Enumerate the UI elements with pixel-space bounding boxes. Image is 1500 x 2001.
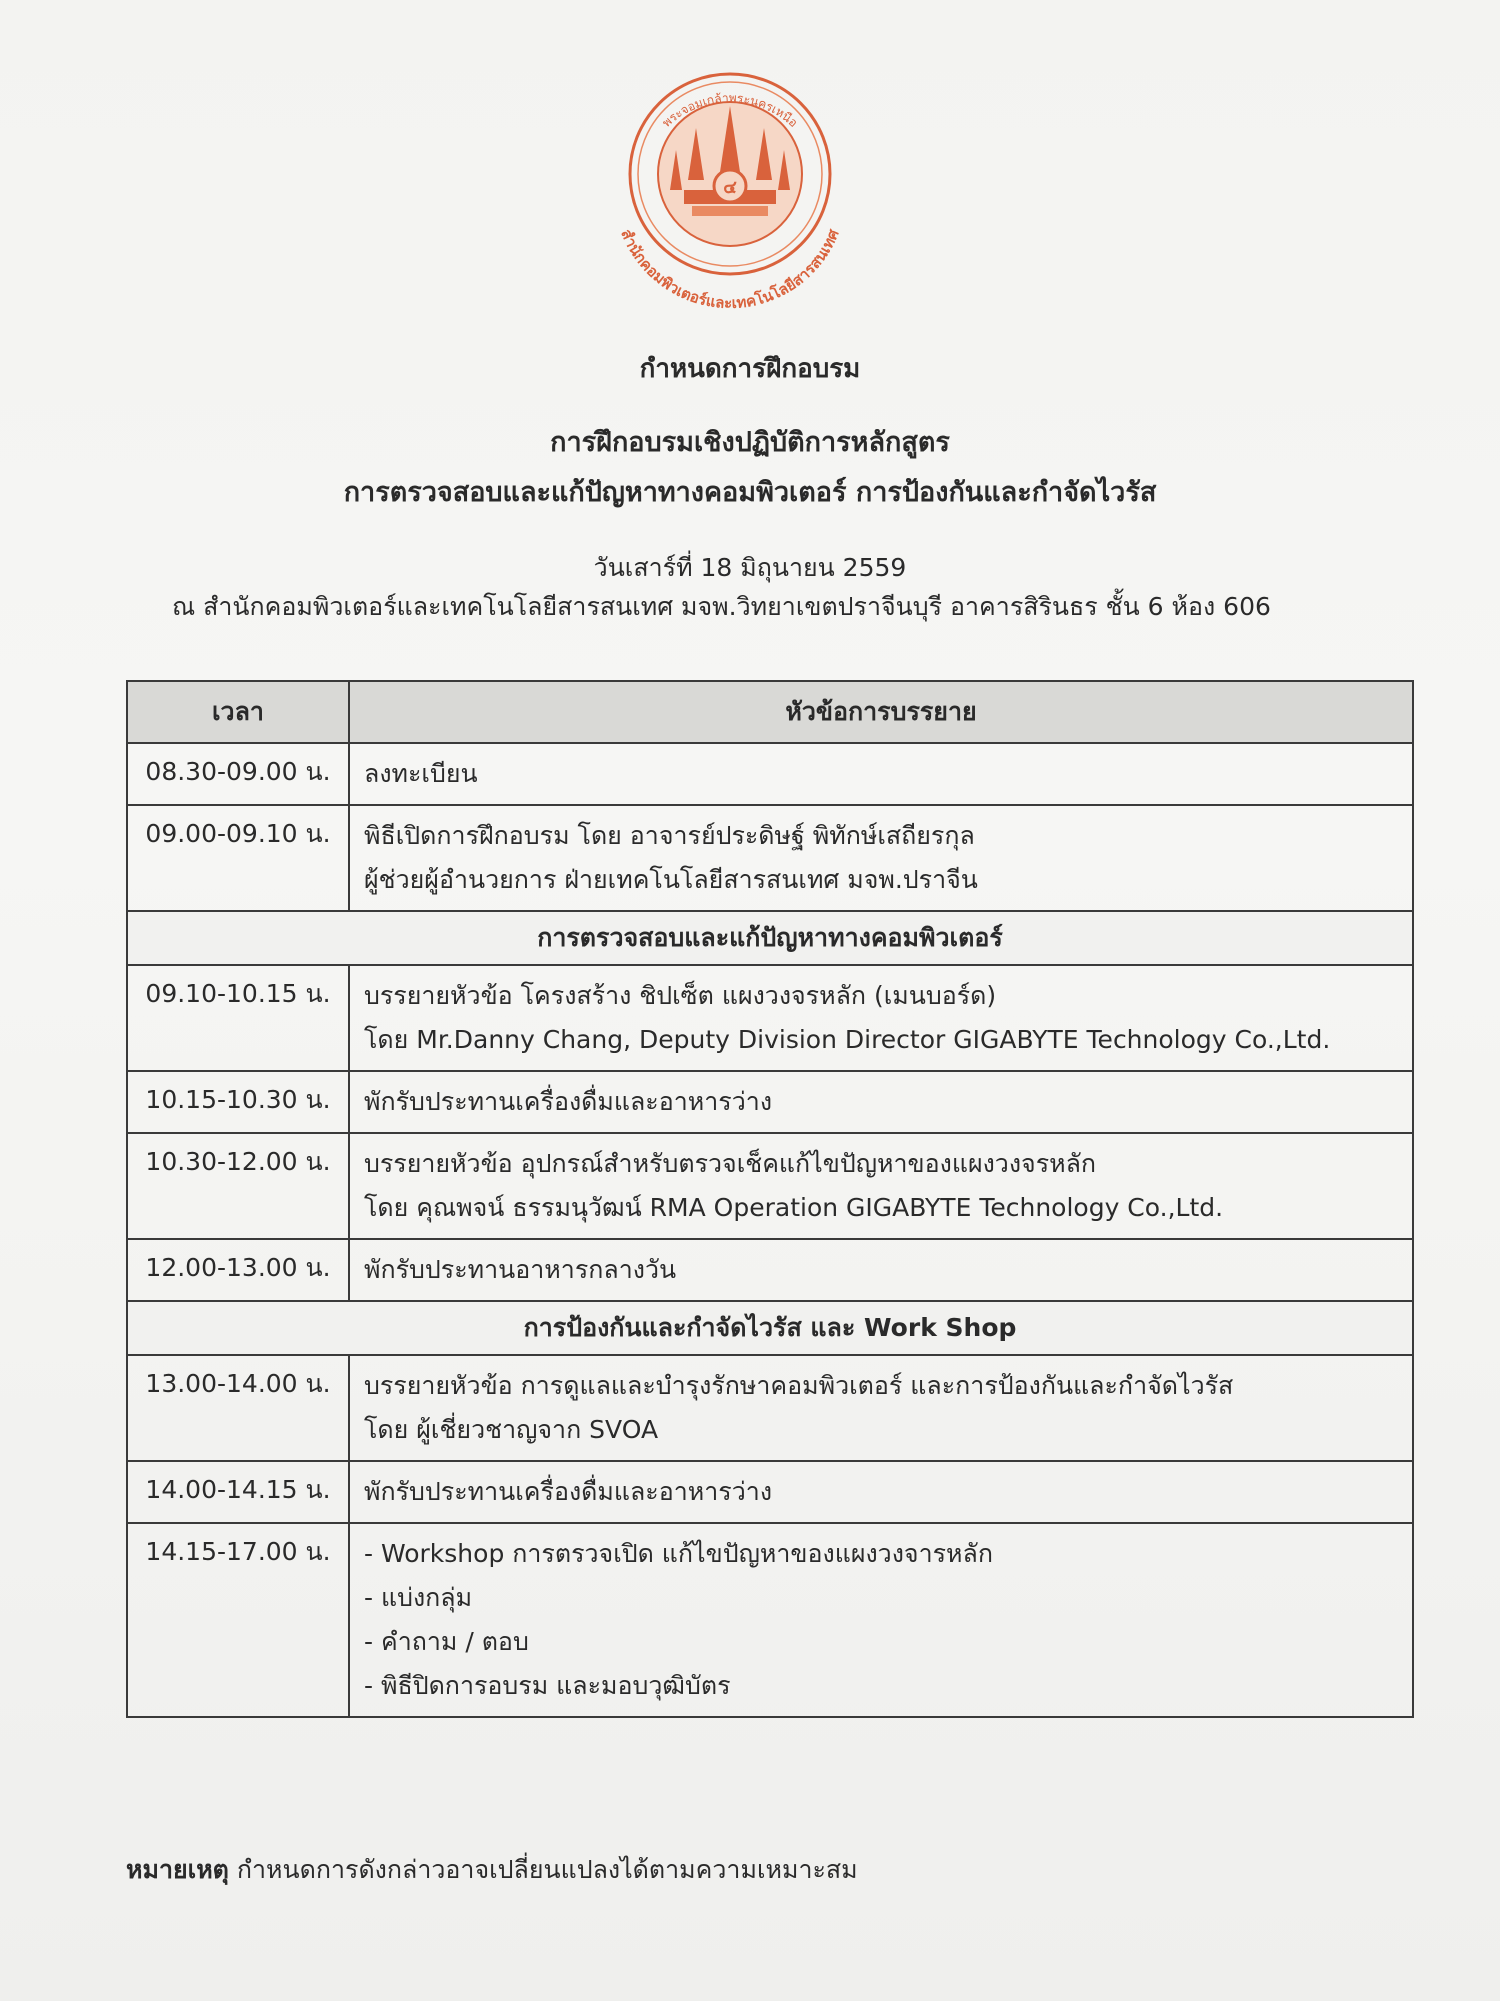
section-row [127,1301,1413,1355]
topic-cell [349,1133,1413,1239]
table-row [127,1239,1413,1301]
topic-line: ลงทะเบียน [364,759,478,788]
table-row [127,1461,1413,1523]
section-title: การป้องกันและกำจัดไวรัส และ Work Shop [127,1301,1413,1355]
topic-line: บรรยายหัวข้อ โครงสร้าง ชิปเซ็ต แผงวงจรหลัก (เมนบอร์ด) [364,981,997,1010]
time-cell: 09.00-09.10 น. [127,805,349,911]
section-title: การตรวจสอบและแก้ปัญหาทางคอมพิวเตอร์ [127,911,1413,965]
time-cell: 10.15-10.30 น. [127,1071,349,1133]
seal-emblem-icon [600,62,860,322]
time-cell: 10.30-12.00 น. [127,1133,349,1239]
topic-line: โดย Mr.Danny Chang, Deputy Division Director GIGABYTE Technology Co.,Ltd. [364,1025,1331,1054]
topic-cell [349,1461,1413,1523]
topic-cell [349,743,1413,805]
topic-line: พักรับประทานเครื่องดื่มและอาหารว่าง [364,1477,773,1506]
schedule-table [126,680,1414,1718]
event-venue: ณ สำนักคอมพิวเตอร์และเทคโนโลยีสารสนเทศ มจพ.วิทยาเขตปราจีนบุรี อาคารสิรินธร ชั้น 6 ห้อง 606 [172,592,1271,621]
table-row [127,1133,1413,1239]
table-row [127,965,1413,1071]
svg-text:๔: ๔ [723,177,737,198]
topic-line: - แบ่งกลุ่ม [364,1583,473,1612]
topic-line: พักรับประทานเครื่องดื่มและอาหารว่าง [364,1087,773,1116]
topic-line: โดย ผู้เชี่ยวชาญจาก SVOA [364,1415,659,1444]
time-cell: 14.00-14.15 น. [127,1461,349,1523]
topic-line: โดย คุณพจน์ ธรรมนุวัฒน์ RMA Operation GIGABYTE Technology Co.,Ltd. [364,1193,1224,1222]
topic-line: - คำถาม / ตอบ [364,1627,529,1656]
topic-line: - Workshop การตรวจเปิด แก้ไขปัญหาของแผงวงจารหลัก [364,1539,993,1568]
seal-ring-text-bottom: สำนักคอมพิวเตอร์และเทคโนโลยีสารสนเทศ [617,226,843,313]
footnote-text: กำหนดการดังกล่าวอาจเปลี่ยนแปลงได้ตามความเหมาะสม [236,1855,858,1884]
column-header-topic: หัวข้อการบรรยาย [349,681,1413,743]
topic-cell [349,965,1413,1071]
time-cell: 13.00-14.00 น. [127,1355,349,1461]
time-cell: 09.10-10.15 น. [127,965,349,1071]
topic-line: บรรยายหัวข้อ การดูแลและบำรุงรักษาคอมพิวเตอร์ และการป้องกันและกำจัดไวรัส [364,1371,1234,1400]
topic-line: พักรับประทานอาหารกลางวัน [364,1255,677,1284]
topic-cell [349,805,1413,911]
topic-line: พิธีเปิดการฝึกอบรม โดย อาจารย์ประดิษฐ์ พิทักษ์เสถียรกุล [364,821,975,850]
table-row [127,1071,1413,1133]
footnote-label: หมายเหตุ [126,1855,229,1884]
time-cell: 14.15-17.00 น. [127,1523,349,1717]
footnote [126,1850,858,1890]
course-title-line1: การฝึกอบรมเชิงปฏิบัติการหลักสูตร [550,427,950,458]
course-title-line2: การตรวจสอบและแก้ปัญหาทางคอมพิวเตอร์ การป้องกันและกำจัดไวรัส [343,477,1157,508]
time-cell: 12.00-13.00 น. [127,1239,349,1301]
topic-cell [349,1523,1413,1717]
table-row [127,743,1413,805]
university-seal-logo [600,62,860,322]
topic-line: - พิธีปิดการอบรม และมอบวุฒิบัตร [364,1671,731,1700]
topic-cell [349,1239,1413,1301]
table-header-row [127,681,1413,743]
seal-ring-text-top: พระจอมเกล้าพระนครเหนือ [659,90,801,130]
topic-line: ผู้ช่วยผู้อำนวยการ ฝ่ายเทคโนโลยีสารสนเทศ มจพ.ปราจีน [364,865,978,894]
section-row [127,911,1413,965]
table-row [127,805,1413,911]
document-title: กำหนดการฝึกอบรม [639,354,861,384]
topic-cell [349,1355,1413,1461]
event-date: วันเสาร์ที่ 18 มิถุนายน 2559 [593,553,907,582]
table-row [127,1355,1413,1461]
time-cell: 08.30-09.00 น. [127,743,349,805]
topic-line: บรรยายหัวข้อ อุปกรณ์สำหรับตรวจเช็คแก้ไขปัญหาของแผงวงจรหลัก [364,1149,1097,1178]
schedule-body [127,743,1413,1717]
table-row [127,1523,1413,1717]
column-header-time: เวลา [127,681,349,743]
topic-cell [349,1071,1413,1133]
